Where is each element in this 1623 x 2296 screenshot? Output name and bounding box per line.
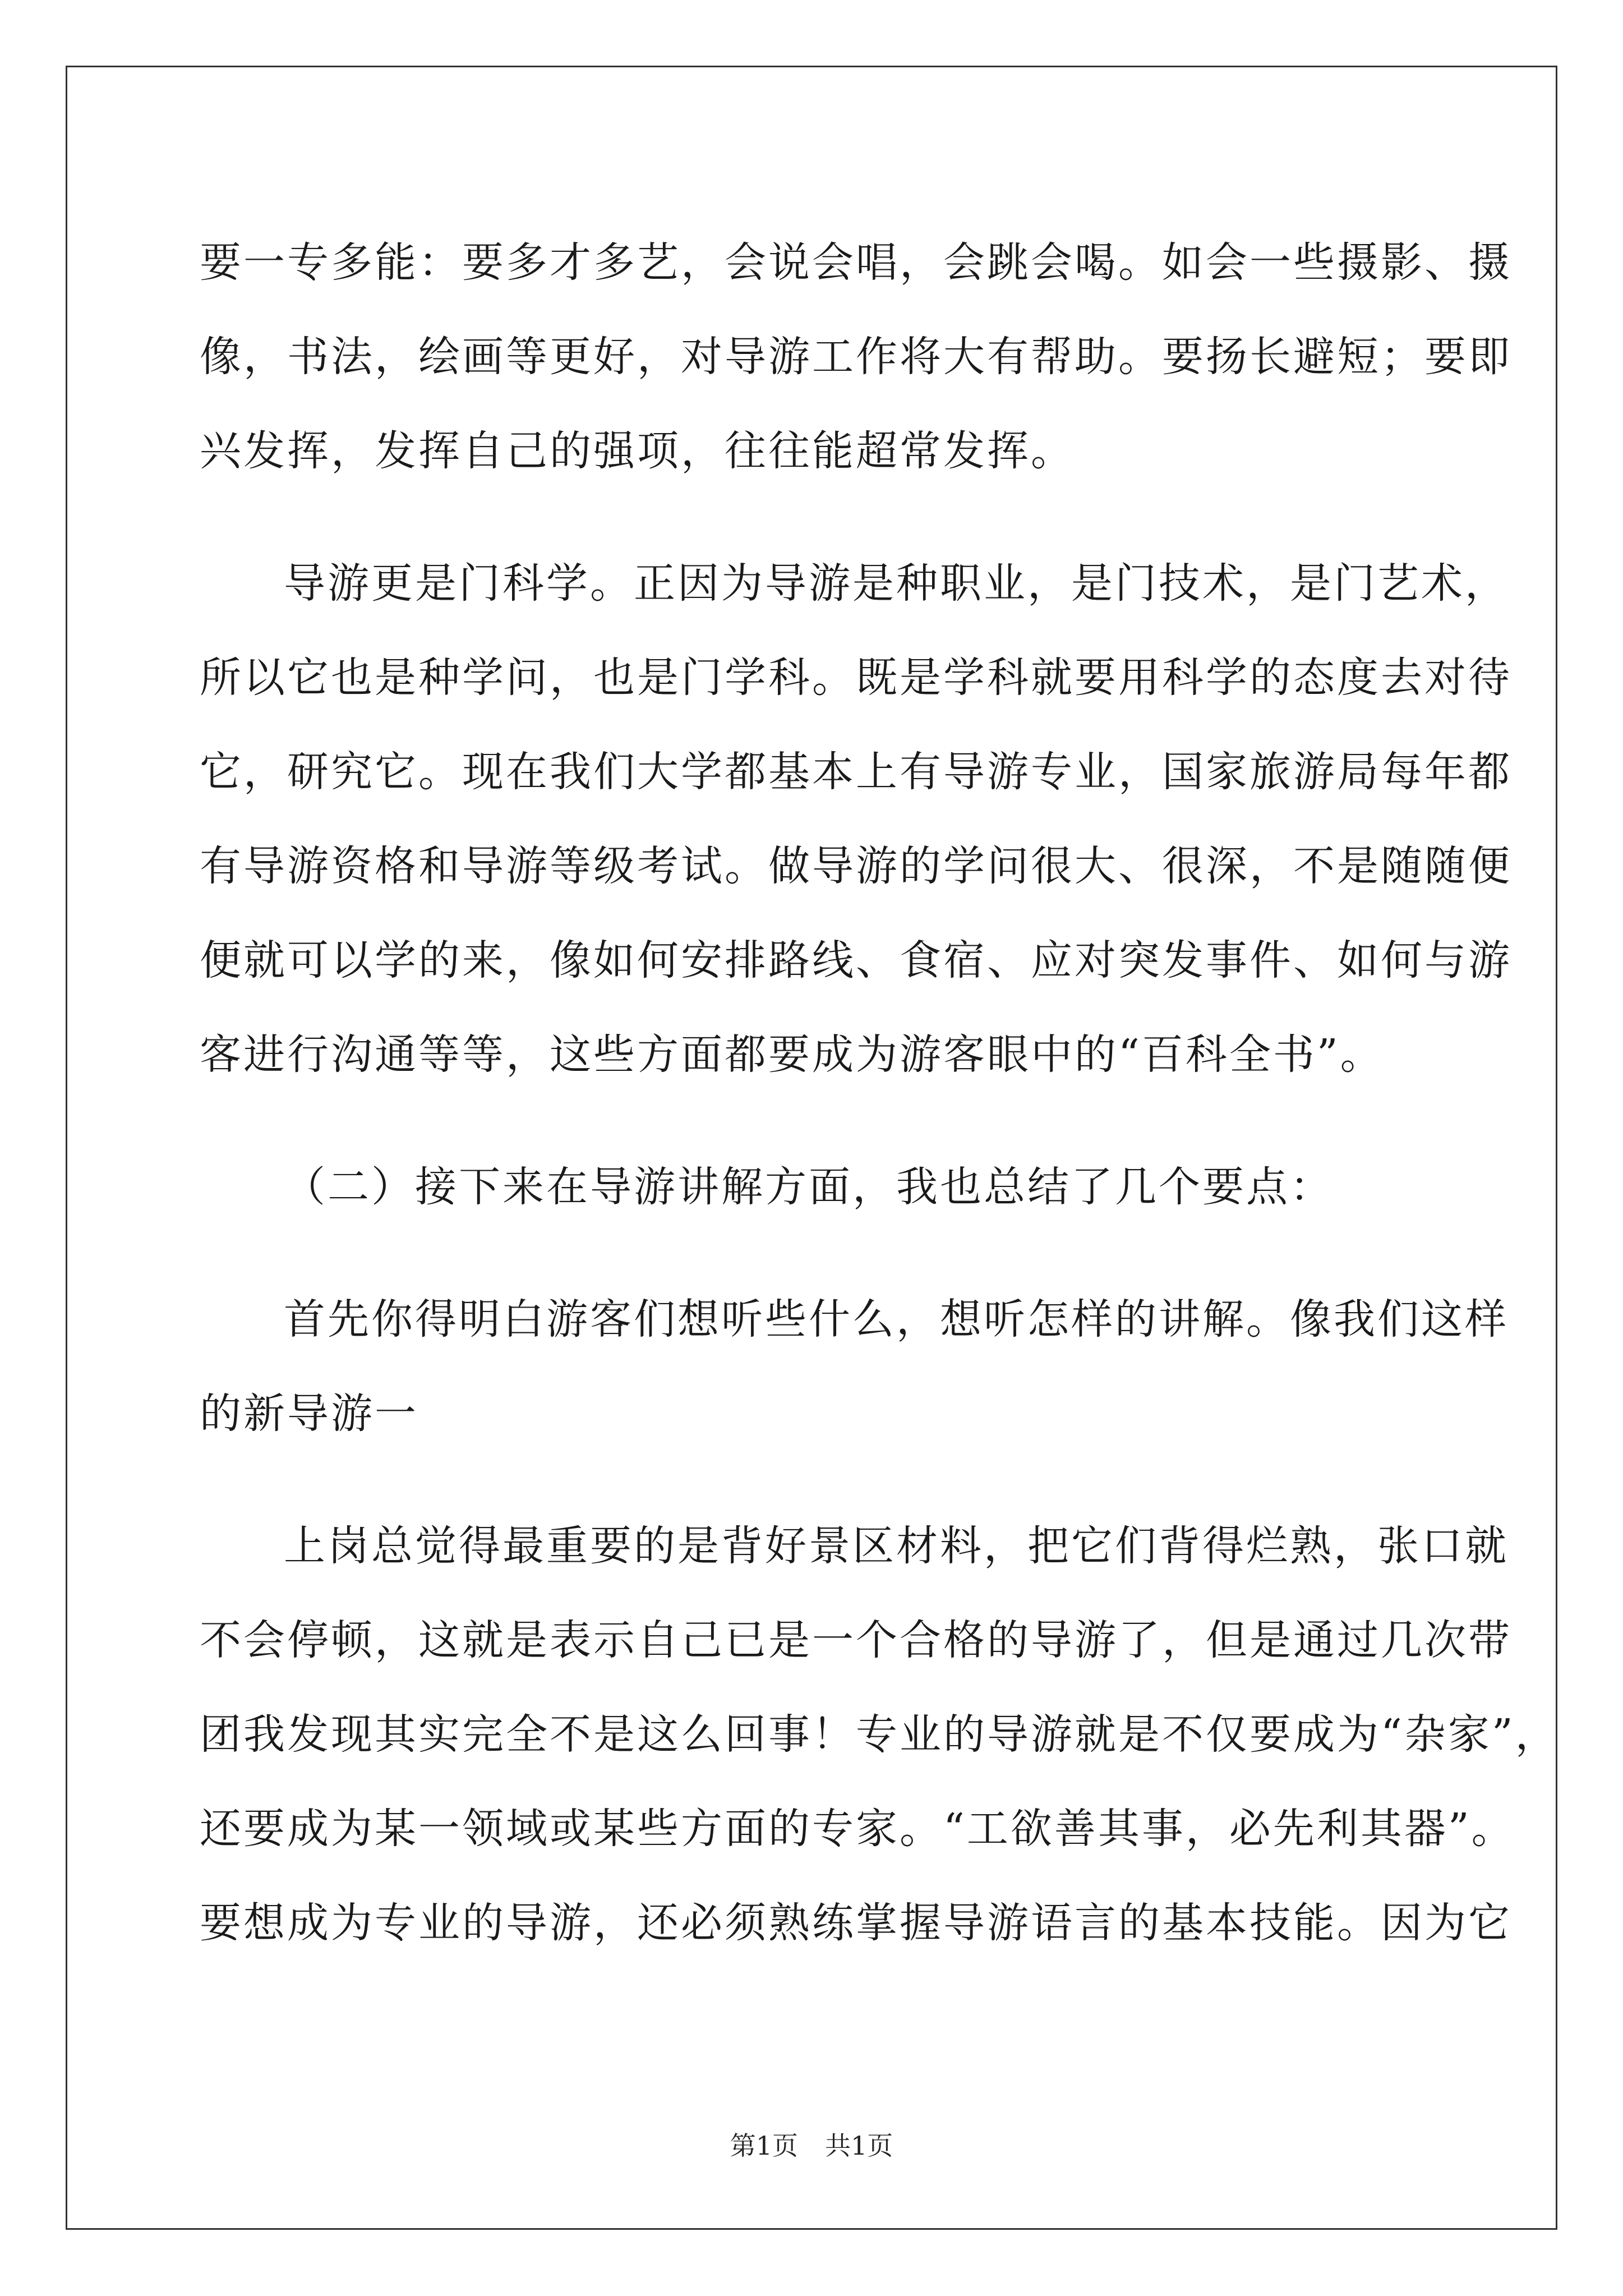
text-line: 要想成为专业的导游，还必须熟练掌握导游语言的基本技能。因为它: [200, 1899, 1512, 1947]
text-line: 它，研究它。现在我们大学都基本上有导游专业，国家旅游局每年都: [200, 748, 1512, 796]
text-line: 有导游资格和导游等级考试。做导游的学问很大、很深，不是随随便: [200, 842, 1512, 890]
text-line: 像，书法，绘画等更好，对导游工作将大有帮助。要扬长避短；要即: [200, 333, 1512, 381]
text-line: 便就可以学的来，像如何安排路线、食宿、应对突发事件、如何与游: [200, 936, 1512, 984]
text-line: 还要成为某一领域或某些方面的专家。“工欲善其事，必先利其器”。: [200, 1805, 1515, 1853]
text-line: 上岗总觉得最重要的是背好景区材料，把它们背得烂熟，张口就: [284, 1522, 1509, 1570]
page-footer: [0, 2129, 1623, 2162]
text-line: 团我发现其实完全不是这么回事！专业的导游就是不仅要成为“杂家”，: [200, 1710, 1559, 1759]
paragraph: [200, 1499, 1559, 1970]
page-total: 共1页: [825, 2131, 893, 2161]
text-line: 客进行沟通等等，这些方面都要成为游客眼中的“百科全书”。: [200, 1030, 1384, 1079]
text-line: 所以它也是种学问，也是门学科。既是学科就要用科学的态度去对待: [200, 654, 1512, 702]
page-number: 第1页: [730, 2131, 798, 2161]
paragraph: [200, 215, 1512, 498]
text-line: 要一专多能：要多才多艺，会说会唱，会跳会喝。如会一些摄影、摄: [200, 238, 1512, 287]
text-line: 不会停顿，这就是表示自己已是一个合格的导游了，但是通过几次带: [200, 1616, 1512, 1664]
paragraph: [200, 536, 1512, 1102]
paragraph: [200, 1272, 1509, 1461]
text-line: 的新导游一: [200, 1389, 418, 1438]
text-line: 导游更是门科学。正因为导游是种职业，是门技术，是门艺术，: [284, 559, 1509, 608]
document-body: [200, 215, 1559, 1970]
text-line: 兴发挥，发挥自己的强项，往往能超常发挥。: [200, 427, 1075, 475]
text-line: 首先你得明白游客们想听些什么，想听怎样的讲解。像我们这样: [284, 1295, 1509, 1343]
text-line: （二）接下来在导游讲解方面，我也总结了几个要点：: [284, 1163, 1334, 1211]
paragraph: [200, 1140, 1433, 1234]
